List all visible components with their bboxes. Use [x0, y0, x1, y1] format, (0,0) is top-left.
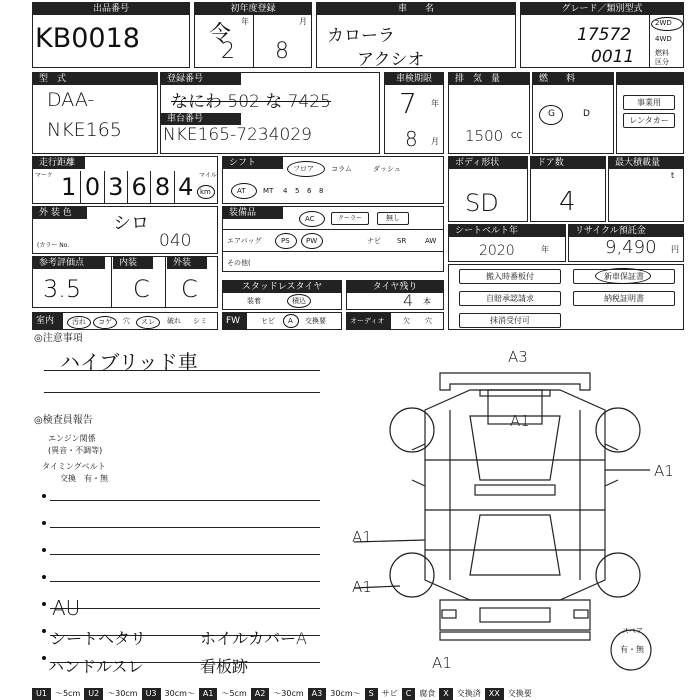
- report-line: [50, 554, 320, 555]
- audio-hole: 穴: [425, 317, 432, 325]
- score-box: [32, 256, 218, 308]
- diagram-a1-bottom: A1: [432, 654, 452, 672]
- room-item: 穴: [123, 317, 130, 325]
- month-unit: 月: [299, 17, 307, 26]
- tire-unit: 本: [423, 297, 431, 306]
- use-header: [617, 73, 683, 85]
- legend-code: U2: [84, 688, 103, 700]
- first-reg-label: 初年度登録: [195, 3, 311, 15]
- lot-box: [32, 2, 190, 68]
- legend-meaning: ～30cm: [273, 689, 304, 698]
- room-items: [67, 316, 217, 328]
- legend-code: X: [439, 688, 452, 700]
- spare-opts: 有・無: [620, 645, 644, 654]
- legend-meaning: 交換済: [456, 689, 481, 698]
- mileage-digits: [57, 171, 197, 203]
- report-bullet: [42, 656, 46, 660]
- studless-box: [222, 280, 342, 310]
- doc-warranty: 新車保証書: [573, 269, 675, 284]
- drive-4wd: 4WD: [655, 35, 672, 43]
- docs-box: [448, 264, 684, 330]
- diagram-a1-left1: A1: [352, 528, 372, 546]
- color-code-label: (カラー No.: [37, 242, 70, 249]
- shift-5: 5: [295, 187, 300, 195]
- legend-code: A2: [251, 688, 270, 700]
- grade-label: グレード／類別型式: [521, 3, 683, 15]
- equip-cooler: クーラー: [331, 212, 369, 225]
- score-value: 3.5: [43, 275, 82, 303]
- disp-value: 1500: [465, 127, 504, 145]
- car-name-line1: カローラ: [327, 26, 395, 46]
- equip-navi: ナビ: [367, 237, 381, 245]
- year-unit: 年: [241, 17, 249, 26]
- tire-value: 4: [403, 291, 414, 310]
- inspect-month: 8: [405, 127, 418, 151]
- report-line: [50, 500, 320, 501]
- type-box: [32, 72, 158, 154]
- chassis-value: NKE165-7234029: [163, 125, 312, 145]
- shift-6: 6: [307, 187, 312, 195]
- load-label: 最大積載量: [609, 157, 683, 169]
- inspect-month-unit: 月: [431, 137, 439, 146]
- reg-label: 登録番号: [161, 73, 241, 85]
- doc-plate: 搬入時番板付: [459, 269, 561, 284]
- body-value: SD: [465, 189, 499, 217]
- studless-label: スタッドレスタイヤ: [223, 281, 341, 293]
- inspect-label: 車検期限: [385, 73, 443, 85]
- color-label: 外 装 色: [33, 207, 87, 219]
- diagram-a3: A3: [508, 348, 528, 366]
- mileage-digit: 6: [127, 171, 150, 203]
- legend-code: S: [365, 688, 378, 700]
- report-line: [50, 527, 320, 528]
- report-label: ◎検査員報告: [34, 415, 93, 426]
- car-name-box: [316, 2, 516, 68]
- reg-value: なにわ 502 な 7425: [171, 92, 331, 112]
- legend-meaning: 交換要: [507, 689, 532, 698]
- body-box: [448, 156, 528, 222]
- use-business: 事業用: [623, 95, 675, 110]
- door-box: [530, 156, 606, 222]
- shift-mt: MT: [263, 187, 274, 195]
- report-hw-handle: ハンドルスレ: [48, 657, 144, 676]
- reg-box: [160, 72, 380, 154]
- engine-sub: (異音・不調等): [48, 446, 103, 455]
- legend-code: U1: [32, 688, 51, 700]
- grade-box: [520, 2, 684, 68]
- report-hw-au: AU: [52, 596, 81, 620]
- recycle-label: リサイクル預託金: [569, 225, 683, 237]
- fw-crack: ヒビ: [261, 317, 275, 325]
- type-value1: DAA-: [47, 89, 95, 111]
- fuel-label: 燃 料: [533, 73, 613, 85]
- spare-label: スペア: [622, 627, 643, 635]
- use-rental: レンタカー: [623, 113, 675, 128]
- mileage-sub: マーケ: [35, 172, 54, 179]
- legend-meaning: 腐食: [419, 689, 436, 698]
- equip-sr: SR: [397, 237, 407, 245]
- report-bullet: [42, 548, 46, 552]
- interior-label: 内装: [113, 257, 153, 269]
- doc-insurance: 自賠承認請求: [459, 291, 561, 306]
- report-line: [50, 581, 320, 582]
- fuel-box: [532, 72, 614, 154]
- legend-code: U3: [142, 688, 161, 700]
- inspect-box: [384, 72, 444, 154]
- room-item: コゲ: [93, 316, 117, 329]
- legend-meaning: 30cm～: [164, 689, 195, 698]
- shift-opt-dash: ダッシュ: [373, 165, 401, 173]
- recycle-unit: 円: [671, 245, 679, 254]
- report-hw-wheelcover: ホイルカバーA: [200, 629, 307, 648]
- load-box: [608, 156, 684, 222]
- damage-legend: [32, 688, 536, 700]
- timing-label: タイミングベルト: [42, 462, 106, 471]
- mileage-label: 走行距離: [33, 157, 85, 169]
- engine-label: エンジン関係: [48, 434, 96, 443]
- lot-value: KB0018: [35, 23, 140, 54]
- equip-none: 無し: [377, 212, 409, 225]
- car-name-label: 車 名: [317, 3, 515, 15]
- shift-8: 8: [319, 187, 324, 195]
- load-unit: t: [671, 171, 675, 180]
- notes-label: ◎注意事項: [34, 333, 83, 344]
- use-box: [616, 72, 684, 154]
- type-label: 型 式: [33, 73, 157, 85]
- warranty-circle: [595, 268, 651, 284]
- disp-label: 排 気 量: [449, 73, 529, 85]
- shift-opt-floor: フロア: [293, 165, 314, 173]
- doc-cancel: 抹消受付可: [459, 313, 561, 328]
- report-line: [50, 608, 320, 609]
- shift-box: [222, 156, 444, 204]
- grade-value1: 17572: [577, 25, 632, 45]
- fuel-code: 燃料 区分: [655, 49, 669, 66]
- equip-other: その他(: [227, 259, 251, 267]
- notes-line1: ハイブリッド車: [60, 350, 198, 374]
- month-value: 8: [275, 39, 289, 64]
- equip-ps: PS: [281, 237, 290, 245]
- drive-2wd: 2WD: [655, 19, 672, 27]
- door-label: ドア数: [531, 157, 605, 169]
- recycle-box: [568, 224, 684, 262]
- studless-mounted: 装着: [247, 297, 261, 305]
- exterior-label: 外装: [167, 257, 207, 269]
- legend-meaning: 30cm～: [330, 689, 361, 698]
- fuel-g: G: [548, 109, 555, 119]
- report-bullet: [42, 521, 46, 525]
- mileage-unit-km: km: [200, 188, 211, 196]
- audio-missing: 欠: [403, 317, 410, 325]
- mileage-digit: 3: [104, 171, 127, 203]
- equip-ac: AC: [305, 215, 315, 223]
- score-label: 参考評価点: [33, 257, 105, 269]
- tire-box: [346, 280, 444, 310]
- year-value: 2: [221, 39, 235, 64]
- diagram-a1-right: A1: [654, 462, 674, 480]
- mileage-box: [32, 156, 218, 204]
- diagram-a1-left2: A1: [352, 578, 372, 596]
- audio-label: オーディオ: [347, 313, 391, 329]
- legend-code: XX: [485, 688, 504, 700]
- belt-unit: 年: [541, 245, 549, 254]
- body-label: ボディ形状: [449, 157, 527, 169]
- report-hw-seat: シートヘタリ: [50, 629, 147, 648]
- belt-label: シートベルト年: [449, 225, 565, 237]
- equip-box: [222, 206, 444, 272]
- legend-meaning: ～5cm: [221, 689, 247, 698]
- car-name-line2: アクシオ: [357, 50, 425, 70]
- room-box: [32, 312, 218, 330]
- room-label: 室内: [33, 313, 63, 329]
- type-value2: NKE165: [47, 119, 122, 141]
- shift-4: 4: [283, 187, 288, 195]
- shift-label: シフト: [223, 157, 283, 169]
- audio-box: [346, 312, 444, 330]
- legend-meaning: ～30cm: [107, 689, 138, 698]
- fw-label: FW: [223, 313, 247, 329]
- interior-value: C: [133, 275, 150, 303]
- report-bullet: [42, 602, 46, 606]
- fuel-d: D: [583, 109, 590, 119]
- door-value: 4: [559, 187, 576, 217]
- equip-airbag: エアバッグ: [227, 237, 262, 245]
- equip-label: 装備品: [223, 207, 283, 219]
- color-box: [32, 206, 218, 254]
- report-bullet: [42, 494, 46, 498]
- legend-meaning: サビ: [381, 689, 398, 698]
- lot-label: 出品番号: [33, 3, 189, 15]
- diagram-a1-hood: A1: [510, 412, 530, 430]
- grade-value2: 0011: [591, 47, 635, 67]
- room-item: 破れ: [167, 317, 181, 325]
- equip-aw: AW: [425, 237, 437, 245]
- fw-box: [222, 312, 342, 330]
- mileage-digit: 0: [80, 171, 103, 203]
- report-bullet: [42, 575, 46, 579]
- fw-replace: 交換要: [305, 317, 326, 325]
- color-code: 040: [159, 231, 192, 251]
- chassis-label: 車台番号: [161, 113, 241, 125]
- timing-sub: 交換 有・無: [60, 474, 108, 483]
- room-item: 汚れ: [67, 316, 91, 329]
- first-reg-box: [194, 2, 312, 68]
- room-item: スレ: [136, 316, 160, 329]
- disp-box: [448, 72, 530, 154]
- mileage-unit-mile: マイル: [199, 172, 217, 179]
- disp-unit: CC: [511, 131, 523, 140]
- era-value: 令: [209, 22, 232, 47]
- equip-pw: PW: [306, 237, 318, 245]
- legend-code: A1: [199, 688, 218, 700]
- mileage-digit: 1: [61, 173, 77, 201]
- mileage-digit: 4: [174, 171, 197, 203]
- studless-loaded: 積込: [292, 297, 306, 305]
- inspect-year: 7: [399, 87, 417, 120]
- shift-at: AT: [237, 187, 246, 195]
- belt-value: 2020: [479, 243, 515, 259]
- color-value: シロ: [113, 213, 149, 234]
- tire-label: タイヤ残り: [347, 281, 443, 293]
- legend-meaning: ～5cm: [54, 689, 81, 698]
- exterior-value: C: [181, 275, 198, 303]
- report-hw-sign: 看板跡: [200, 657, 249, 676]
- inspect-year-unit: 年: [431, 99, 439, 108]
- legend-code: A3: [308, 688, 327, 700]
- room-item: シミ: [193, 317, 207, 325]
- shift-opt-column: コラム: [331, 165, 352, 173]
- recycle-value: 9,490: [605, 237, 657, 258]
- belt-box: [448, 224, 566, 262]
- doc-tax: 納税証明書: [573, 291, 675, 306]
- legend-code: C: [402, 688, 416, 700]
- report-bullet: [42, 629, 46, 633]
- fw-a: A: [288, 317, 293, 325]
- mileage-digit: 8: [150, 171, 173, 203]
